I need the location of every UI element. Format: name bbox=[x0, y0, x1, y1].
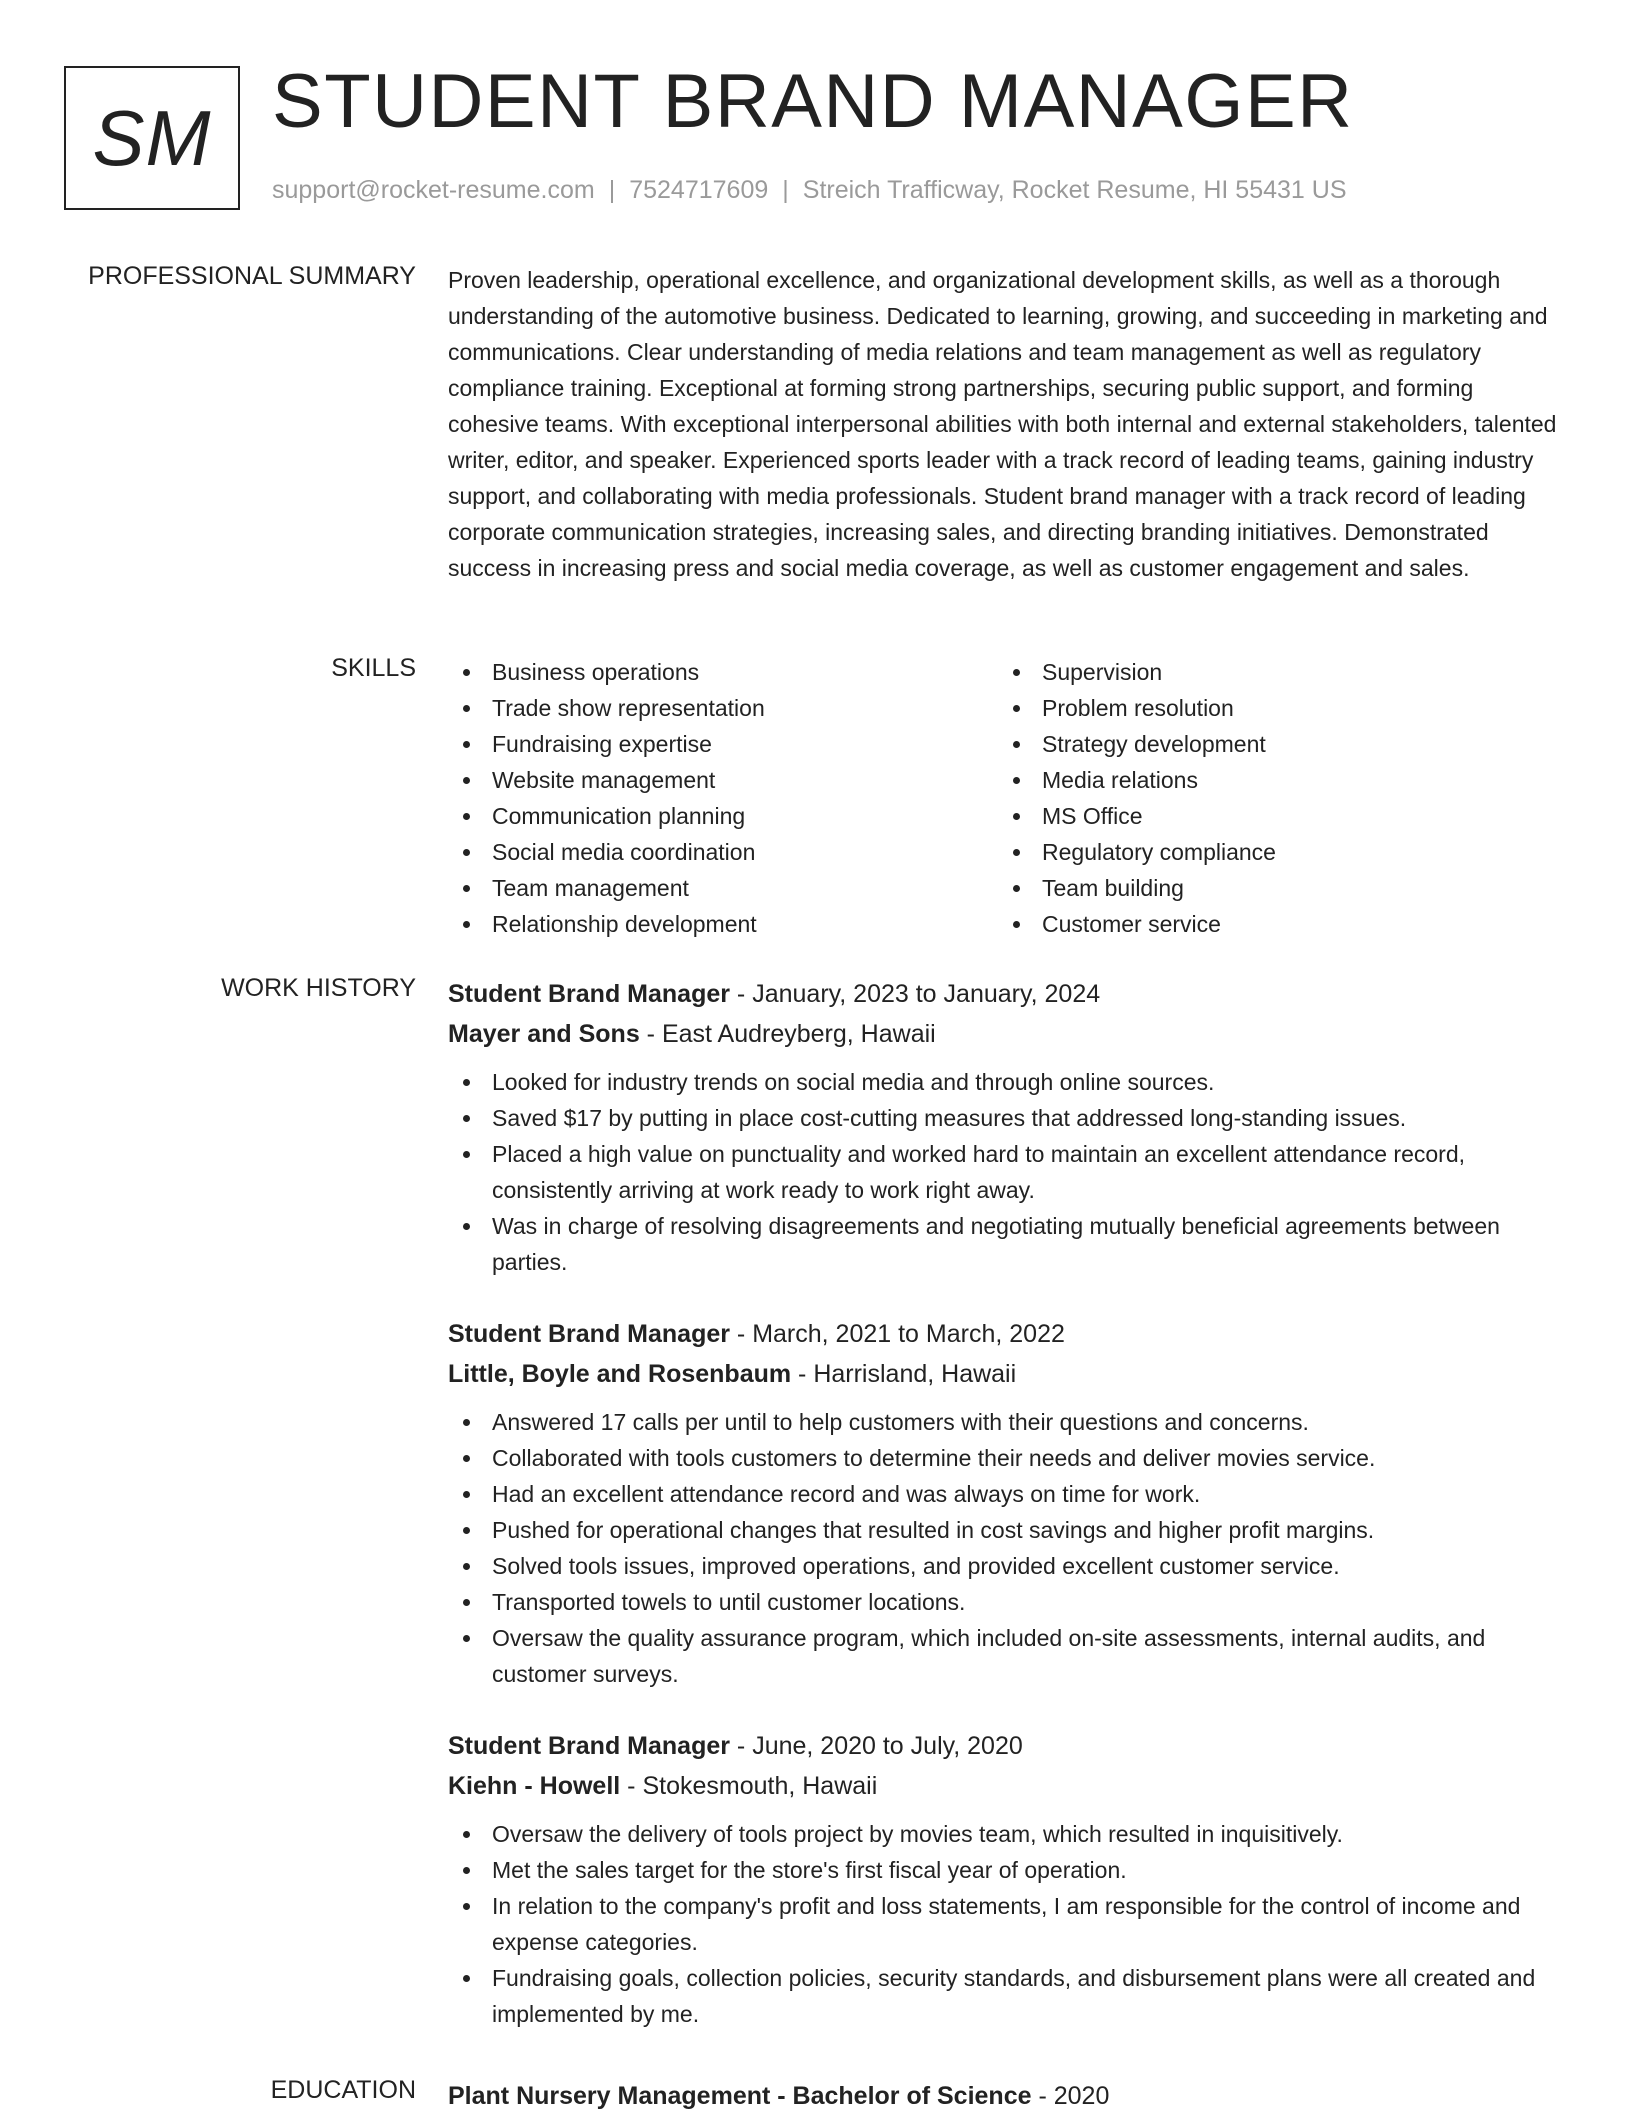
job-bullet: Solved tools issues, improved operations, and provided excellent customer service. bbox=[448, 1548, 1568, 1584]
monogram-logo: SM bbox=[64, 66, 240, 210]
contact-separator: | bbox=[782, 176, 789, 204]
skill-item: Fundraising expertise bbox=[448, 726, 998, 762]
skill-item: Team building bbox=[998, 870, 1548, 906]
job-bullet: Pushed for operational changes that resulted in cost savings and higher profit margins. bbox=[448, 1512, 1568, 1548]
contact-email[interactable]: support@rocket-resume.com bbox=[272, 176, 595, 204]
skill-item: Regulatory compliance bbox=[998, 834, 1548, 870]
job-company: Kiehn - Howell bbox=[448, 1772, 621, 1800]
skills-title: SKILLS bbox=[331, 654, 416, 682]
summary-text: Proven leadership, operational excellence, and organizational development skills, as well as a thorough understanding of the automotive business. Dedicated to learning, growing, and succeeding in marketing and communications. Clear understanding of media relations and team management as well as regulatory compliance training. Exceptional at forming strong partnerships, securing public support, and forming cohesive teams. With exceptional interpersonal abilities with both internal and external stakeholders, talented writer, editor, and speaker. Experienced sports leader with a track record of leading teams, gaining industry support, and collaborating with media professionals. Student brand manager with a track record of leading corporate communication strategies, increasing sales, and directing branding initiatives. Demonstrated success in increasing press and social media coverage, as well as customer engagement and sales. bbox=[448, 267, 1557, 581]
job-company-line bbox=[448, 1766, 1568, 1806]
contact-phone[interactable]: 7524717609 bbox=[629, 176, 769, 204]
job-bullet: Oversaw the delivery of tools project by movies team, which resulted in inquisitively. bbox=[448, 1816, 1568, 1852]
job-title-line bbox=[448, 974, 1568, 1014]
job-title-line bbox=[448, 1726, 1568, 1766]
skill-item: Supervision bbox=[998, 654, 1548, 690]
job-entry bbox=[448, 974, 1568, 1280]
job-bullet: Fundraising goals, collection policies, security standards, and disbursement plans were all created and implemented by me. bbox=[448, 1960, 1568, 2032]
skill-item: Trade show representation bbox=[448, 690, 998, 726]
job-bullet: Collaborated with tools customers to determine their needs and deliver movies service. bbox=[448, 1440, 1568, 1476]
skill-item: Website management bbox=[448, 762, 998, 798]
job-role: Student Brand Manager bbox=[448, 1732, 730, 1760]
skill-item: Business operations bbox=[448, 654, 998, 690]
job-bullets bbox=[448, 1064, 1568, 1280]
job-location: - East Audreyberg, Hawaii bbox=[639, 1020, 936, 1048]
education-entry bbox=[448, 2076, 1568, 2116]
skill-item: Social media coordination bbox=[448, 834, 998, 870]
job-role: Student Brand Manager bbox=[448, 1320, 730, 1348]
candidate-name: STUDENT BRAND MANAGER bbox=[272, 59, 1354, 144]
job-company-line bbox=[448, 1354, 1568, 1394]
job-bullet: Met the sales target for the store's first fiscal year of operation. bbox=[448, 1852, 1568, 1888]
education-degree: Plant Nursery Management - Bachelor of Science bbox=[448, 2082, 1032, 2110]
job-bullets bbox=[448, 1404, 1568, 1692]
job-entry bbox=[448, 1726, 1568, 2032]
job-bullet: Saved $17 by putting in place cost-cutting measures that addressed long-standing issues. bbox=[448, 1100, 1568, 1136]
skill-item: Team management bbox=[448, 870, 998, 906]
skill-item: Communication planning bbox=[448, 798, 998, 834]
job-bullet: Was in charge of resolving disagreements and negotiating mutually beneficial agreements between parties. bbox=[448, 1208, 1568, 1280]
job-company: Little, Boyle and Rosenbaum bbox=[448, 1360, 792, 1388]
job-bullets bbox=[448, 1816, 1568, 2032]
job-bullet: Had an excellent attendance record and was always on time for work. bbox=[448, 1476, 1568, 1512]
education-year: - 2020 bbox=[1031, 2082, 1110, 2110]
job-title-line bbox=[448, 1314, 1568, 1354]
contact-line bbox=[272, 176, 1347, 205]
job-dates: - June, 2020 to July, 2020 bbox=[729, 1732, 1023, 1760]
job-bullet: Looked for industry trends on social media and through online sources. bbox=[448, 1064, 1568, 1100]
job-bullet: Transported towels to until customer locations. bbox=[448, 1584, 1568, 1620]
job-company-line bbox=[448, 1014, 1568, 1054]
summary-title: PROFESSIONAL SUMMARY bbox=[88, 262, 416, 290]
contact-address: Streich Trafficway, Rocket Resume, HI 55431 US bbox=[802, 176, 1347, 204]
skill-item: Relationship development bbox=[448, 906, 998, 942]
skill-item: MS Office bbox=[998, 798, 1548, 834]
job-dates: - March, 2021 to March, 2022 bbox=[729, 1320, 1065, 1348]
work-history-title: WORK HISTORY bbox=[221, 974, 416, 1002]
skill-item: Problem resolution bbox=[998, 690, 1548, 726]
job-dates: - January, 2023 to January, 2024 bbox=[729, 980, 1101, 1008]
education-title: EDUCATION bbox=[270, 2076, 416, 2104]
job-bullet: Oversaw the quality assurance program, which included on-site assessments, internal audits, and customer surveys. bbox=[448, 1620, 1568, 1692]
contact-separator: | bbox=[608, 176, 616, 204]
job-bullet: In relation to the company's profit and loss statements, I am responsible for the control of income and expense categories. bbox=[448, 1888, 1568, 1960]
skill-item: Customer service bbox=[998, 906, 1548, 942]
job-entry bbox=[448, 1314, 1568, 1692]
skills-list-left bbox=[448, 654, 998, 942]
skill-item: Media relations bbox=[998, 762, 1548, 798]
job-list bbox=[448, 974, 1568, 2066]
job-location: - Harrisland, Hawaii bbox=[791, 1360, 1017, 1388]
resume-header bbox=[0, 0, 1632, 240]
skills-list-right bbox=[998, 654, 1548, 942]
job-location: - Stokesmouth, Hawaii bbox=[620, 1772, 878, 1800]
job-role: Student Brand Manager bbox=[448, 980, 730, 1008]
job-bullet: Answered 17 calls per until to help customers with their questions and concerns. bbox=[448, 1404, 1568, 1440]
job-bullet: Placed a high value on punctuality and worked hard to maintain an excellent attendance record, consistently arriving at work ready to work right away. bbox=[448, 1136, 1568, 1208]
job-company: Mayer and Sons bbox=[448, 1020, 640, 1048]
skill-item: Strategy development bbox=[998, 726, 1548, 762]
